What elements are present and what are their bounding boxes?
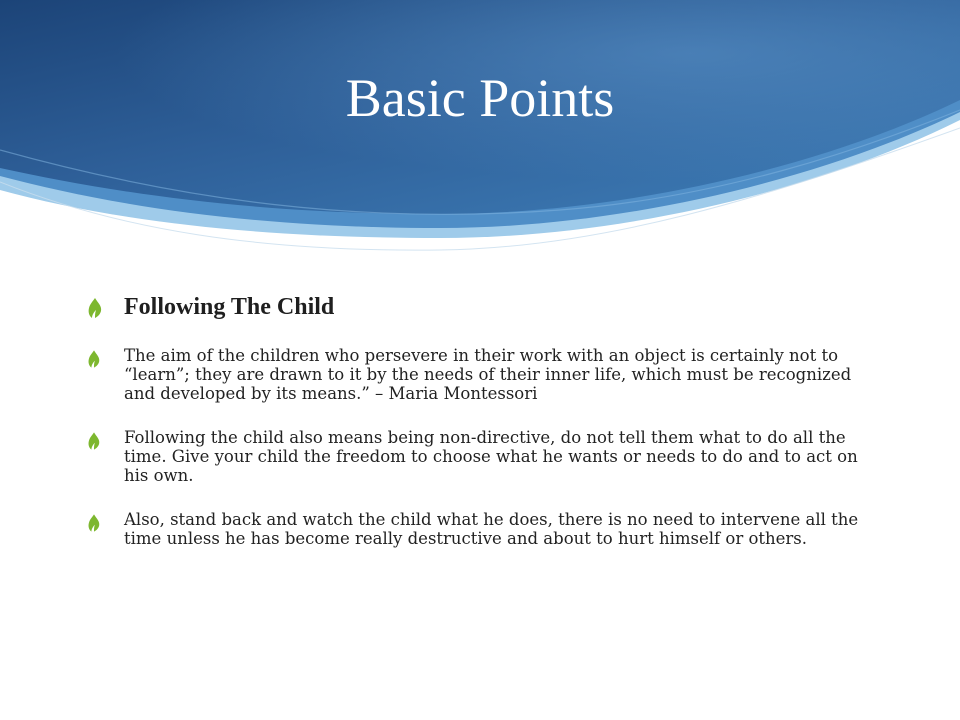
section-heading: Following The Child <box>124 294 335 320</box>
leaf-bullet-icon <box>88 350 100 368</box>
bullet-item <box>88 510 878 548</box>
slide-title: Basic Points <box>345 68 615 128</box>
bullet-heading-item <box>88 292 878 322</box>
leaf-bullet-icon <box>88 432 100 450</box>
bullet-list <box>88 292 878 573</box>
bullet-text: Following the child also means being non-directive, do not tell them what to do all the time. Give your child the freedom to choose what he wants or needs to do and to act on his own. <box>124 428 858 485</box>
bullet-item <box>88 428 878 485</box>
bullet-item <box>88 346 878 403</box>
leaf-bullet-icon <box>88 298 102 318</box>
bullet-text: The aim of the children who persevere in their work with an object is certainly not to “learn”; they are drawn to it by the needs of their inner life, which must be recognized and developed by its means.” – Maria Montessori <box>124 346 852 403</box>
bullet-text: Also, stand back and watch the child what he does, there is no need to intervene all the time unless he has become really destructive and about to hurt himself or others. <box>124 510 859 548</box>
leaf-bullet-icon <box>88 514 100 532</box>
